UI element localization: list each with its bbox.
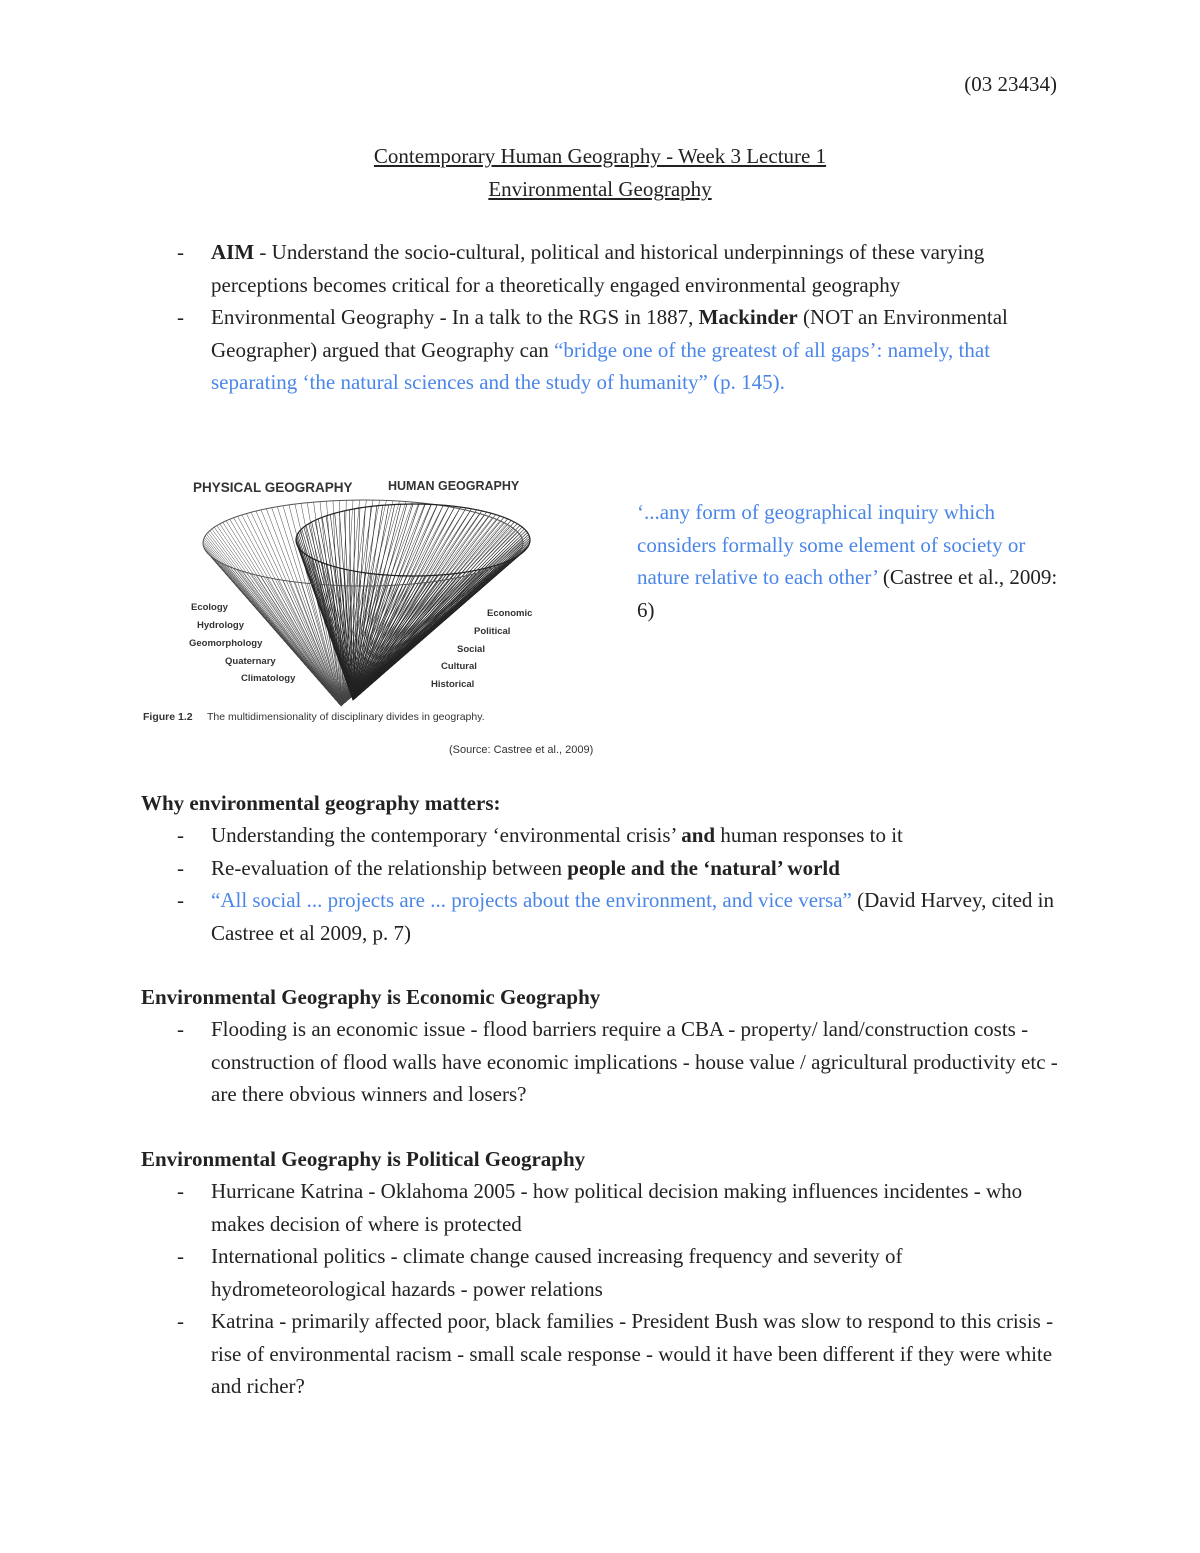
env-prefix: Environmental Geography - In a talk to the RGS in 1887, (211, 305, 699, 329)
lecture-title: Environmental Geography (488, 177, 712, 201)
harvey-quote: “All social ... projects are ... projects about the environment, and vice versa” (211, 888, 852, 912)
physical-item-ecology: Ecology (191, 602, 228, 613)
political-section (141, 1175, 1066, 1403)
physical-item-hydrology: Hydrology (197, 620, 244, 631)
economic-list (141, 1013, 1066, 1111)
list-item (141, 819, 1066, 852)
economic-section (141, 1013, 1066, 1111)
list-item: - Hurricane Katrina - Oklahoma 2005 - how political decision making influences incidentes - who makes decision of where is protected (141, 1175, 1066, 1240)
human-item-political: Political (474, 626, 511, 637)
why-item-2-bold: people and the ‘natural’ world (567, 855, 840, 880)
list-item: - International politics - climate change caused increasing frequency and severity of hydrometeorological hazards - power relations (141, 1240, 1066, 1305)
cone-hatch-line (353, 505, 437, 700)
mackinder-quote: “bridge one of the greatest of all gaps’: namely, that separating ‘the natural sciences and the study of humanity” (p. 145). (211, 337, 991, 394)
env-mid: (NOT an Environmental Geographer) argued that Geography can (211, 305, 1008, 362)
list-item-aim (141, 236, 1061, 301)
physical-item-geomorphology: Geomorphology (189, 638, 263, 649)
cone-figure (141, 468, 621, 768)
cone-diagram (141, 468, 621, 768)
aim-text: - Understand the socio-cultural, political and historical underpinnings of these varying perceptions becomes critical for a theoretically engaged environmental geography (211, 240, 985, 297)
political-list (141, 1175, 1066, 1403)
why-item-1-bold: and (681, 823, 716, 847)
physical-item-climatology: Climatology (241, 673, 296, 684)
human-item-social: Social (457, 644, 485, 655)
cone-hatch-line (353, 517, 504, 700)
list-item: - Katrina - primarily affected poor, black families - President Bush was slow to respond to this crisis - rise of environmental racism - small scale response - would it have been different if they were white and richer? (141, 1305, 1066, 1403)
human-item-cultural: Cultural (441, 661, 477, 672)
course-title: Contemporary Human Geography - Week 3 Lecture 1 (373, 144, 827, 168)
title-block (0, 140, 1200, 206)
figure-caption-text: The multidimensionality of disciplinary divides in geography. (207, 711, 485, 723)
why-heading: Why environmental geography matters: (141, 791, 501, 815)
document-code: (03 23434) (964, 72, 1057, 96)
list-item-environmental-geography (141, 301, 1061, 399)
why-item-1-end: human responses to it (715, 823, 903, 847)
intro-list (141, 236, 1061, 399)
list-item (141, 884, 1066, 949)
figure-caption-number: Figure 1.2 (143, 711, 193, 723)
physical-geography-label: PHYSICAL GEOGRAPHY (193, 480, 353, 495)
castree-quote-text: ‘...any form of geographical inquiry which considers formally some element of society or nature relative to each other’ (637, 500, 1026, 589)
human-item-historical: Historical (431, 679, 475, 690)
why-item-1-text: Understanding the contemporary ‘environmental crisis’ (211, 823, 682, 847)
aim-label: AIM (211, 240, 255, 264)
why-item-2-text: Re-evaluation of the relationship between (211, 855, 568, 880)
political-heading: Environmental Geography is Political Geography (141, 1147, 586, 1171)
figure-source: (Source: Castree et al., 2009) (449, 744, 594, 756)
castree-quote-citation: (Castree et al., 2009: 6) (637, 565, 1058, 622)
human-item-economic: Economic (487, 608, 533, 619)
human-geography-label: HUMAN GEOGRAPHY (388, 479, 520, 493)
castree-quote (637, 496, 1062, 626)
list-item: - Flooding is an economic issue - flood barriers require a CBA - property/ land/construction costs - construction of flood walls have economic implications - house value / agricultural productivity etc - are there obvious winners and losers? (141, 1013, 1066, 1111)
list-item (141, 852, 1066, 885)
physical-item-quaternary: Quaternary (225, 656, 276, 667)
harvey-citation: (David Harvey, cited in Castree et al 2009, p. 7) (211, 888, 1055, 945)
why-section (141, 819, 1066, 949)
why-list (141, 819, 1066, 949)
economic-heading: Environmental Geography is Economic Geography (141, 985, 601, 1009)
mackinder-name: Mackinder (698, 305, 798, 329)
intro-section (141, 236, 1061, 399)
